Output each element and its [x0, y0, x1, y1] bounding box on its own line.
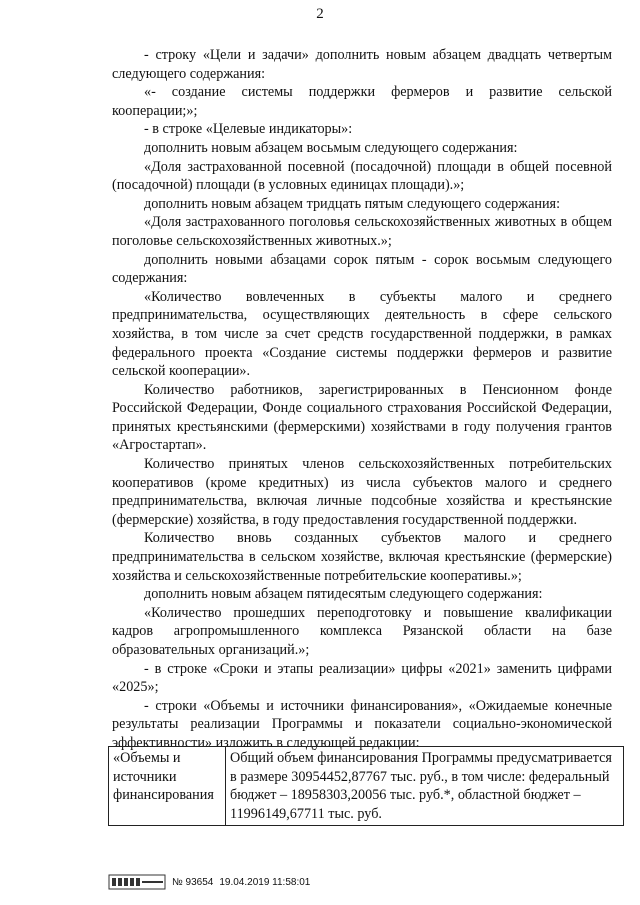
paragraph: «- создание системы поддержки фермеров и развитие сельской кооперации;»;	[112, 84, 612, 119]
paragraph: Количество вновь созданных субъектов малого и среднего предпринимательства в сельском хозяйстве, включая крестьянские (фермерские) хозяйства и сельскохозяйственные потребительские кооперативы.»;	[112, 530, 612, 584]
paragraph: - строку «Цели и задачи» дополнить новым абзацем двадцать четвертым следующего содержания:	[112, 47, 612, 82]
financing-table	[108, 746, 624, 826]
paragraph: - строки «Объемы и источники финансирования», «Ожидаемые конечные результаты реализации Программы и показатели социально-экономической эффективности» изложить в следующей редакции:	[112, 697, 612, 751]
paragraph: дополнить новым абзацем тридцать пятым следующего содержания:	[144, 195, 561, 212]
paragraph: дополнить новыми абзацами сорок пятым - сорок восьмым следующего содержания:	[112, 251, 612, 287]
paragraph: Количество принятых членов сельскохозяйственных потребительских кооперативов (кроме кредитных) из числа субъектов малого и среднего предпринимательства, включая личные подсобные хозяйства и крестьянские (фермерские) хозяйства, в году предоставления государственной поддержки.	[112, 456, 612, 528]
paragraph: «Доля застрахованной посевной (посадочной) площади в общей посевной (посадочной) площади (в условных единицах площади).»;	[112, 158, 612, 194]
paragraph: - в строке «Сроки и этапы реализации» цифры «2021» заменить цифрами «2025»;	[112, 660, 612, 696]
page-number: 2	[316, 6, 324, 22]
table-value-cell: Общий объем финансирования Программы предусматривается в размере 30954452,87767 тыс. руб., в том числе: федеральный бюджет – 18958303,20056 тыс. руб.*, областной бюджет – 11996149,67711 тыс. руб.	[226, 747, 624, 826]
table-label-cell: «Объемы и источники финансирования	[109, 747, 226, 826]
paragraph: Количество работников, зарегистрированных в Пенсионном фонде Российской Федерации, Фонде социального страхования Российской Федерации, принятых крестьянскими (фермерскими) хозяйствами в году получения грантов «Агростартап».	[112, 381, 612, 454]
doc-number: № 93654	[172, 876, 214, 888]
paragraph: дополнить новым абзацем пятидесятым следующего содержания:	[144, 586, 543, 603]
document-footer	[108, 874, 310, 890]
doc-datetime: 19.04.2019 11:58:01	[219, 876, 311, 888]
document-body	[112, 46, 612, 753]
paragraph: «Количество прошедших переподготовку и повышение квалификации кадров агропромышленного комплекса Рязанской области на базе образовательных организаций.»;	[112, 604, 612, 658]
paragraph: - в строке «Целевые индикаторы»:	[144, 121, 353, 138]
paragraph: «Количество вовлеченных в субъекты малого и среднего предпринимательства, осуществляющих деятельность в сфере сельского хозяйства, в том числе за счет средств государственной поддержки, в рамках федерального проекта «Создание системы поддержки фермеров и развитие сельской кооперации».	[112, 288, 612, 380]
table-row	[109, 747, 624, 826]
stamp-logo-icon	[108, 874, 166, 890]
paragraph: «Доля застрахованного поголовья сельскохозяйственных животных в общем поголовье сельскохозяйственных животных.»;	[112, 214, 612, 249]
paragraph: дополнить новым абзацем восьмым следующего содержания:	[144, 139, 518, 156]
